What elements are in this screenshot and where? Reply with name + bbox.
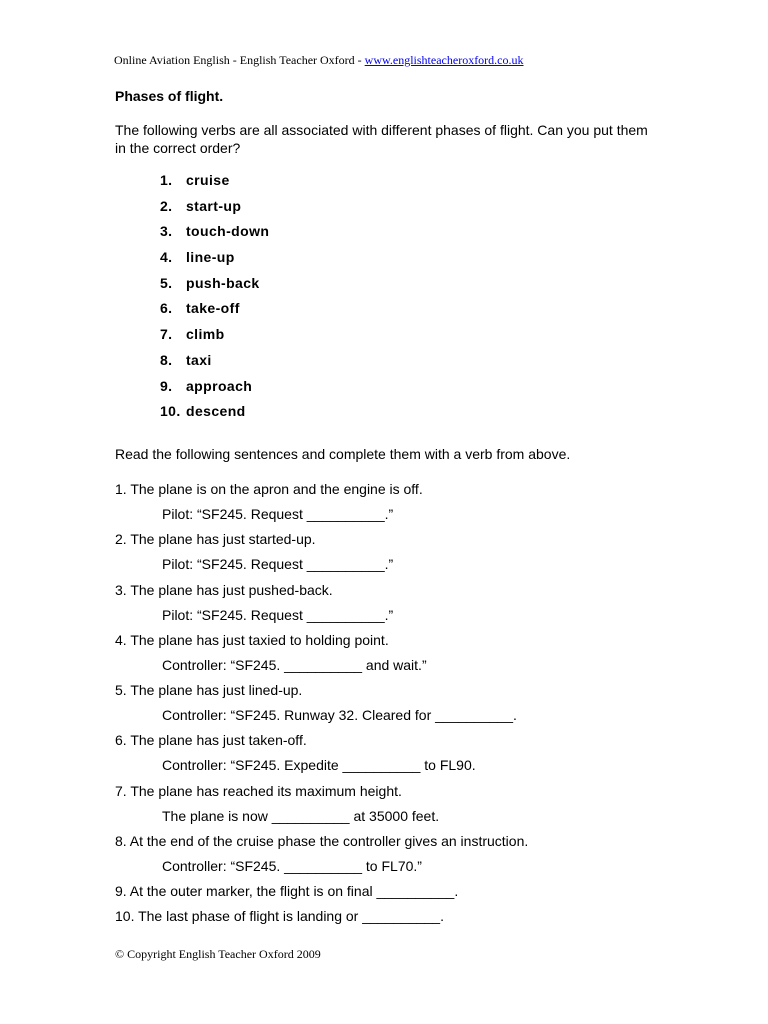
exercise-instruction: Read the following sentences and complete them with a verb from above. <box>115 446 571 462</box>
sentence-item <box>115 632 528 682</box>
list-item <box>160 300 269 326</box>
sentence-prompt: Controller: “SF245. __________ to FL70.” <box>162 858 422 875</box>
sentence-question: 1. The plane is on the apron and the engine is off. <box>115 481 423 497</box>
verb-number: 8. <box>160 351 173 368</box>
verb-number: 6. <box>160 300 173 317</box>
list-item <box>160 352 269 378</box>
sentence-prompt: Controller: “SF245. __________ and wait.” <box>162 656 427 673</box>
verb-word: start-up <box>186 197 242 214</box>
verb-number: 4. <box>160 249 173 266</box>
sentence-prompt: Controller: “SF245. Expedite __________ to FL90. <box>162 757 476 774</box>
list-item <box>160 378 269 404</box>
sentence-question: 8. At the end of the cruise phase the controller gives an instruction. <box>115 833 529 850</box>
verb-number: 3. <box>160 223 173 240</box>
list-item <box>160 223 269 249</box>
sentence-question-9: 9. At the outer marker, the flight is on final __________. <box>115 883 459 899</box>
verb-word: push-back <box>186 274 260 291</box>
sentence-question: 4. The plane has just taxied to holding point. <box>115 631 389 648</box>
sentence-prompt: Pilot: “SF245. Request __________.” <box>162 506 394 522</box>
sentence-question: 3. The plane has just pushed-back. <box>115 581 333 598</box>
sentence-item <box>115 481 528 531</box>
sentence-question: 2. The plane has just started-up. <box>115 531 316 548</box>
list-item <box>160 172 269 198</box>
verb-number: 7. <box>160 326 173 343</box>
verb-word: descend <box>186 403 246 420</box>
sentence-prompt: Pilot: “SF245. Request __________.” <box>162 556 394 573</box>
sentence-list <box>115 481 528 883</box>
sentence-item <box>115 531 528 581</box>
verb-word: taxi <box>186 351 212 368</box>
sentence-prompt: The plane is now __________ at 35000 feet. <box>162 807 440 824</box>
verb-number: 10. <box>160 403 181 420</box>
list-item <box>160 275 269 301</box>
verb-number: 5. <box>160 274 173 291</box>
sentence-item <box>115 732 528 782</box>
list-item <box>160 403 269 429</box>
verb-word: touch-down <box>186 223 270 240</box>
page-title: Phases of flight. <box>115 88 224 104</box>
list-item <box>160 326 269 352</box>
sentence-item <box>115 582 528 632</box>
list-item <box>160 198 269 224</box>
verb-word: take-off <box>186 300 240 317</box>
verb-word: approach <box>186 377 253 394</box>
verb-number: 2. <box>160 197 173 214</box>
sentence-prompt: Controller: “SF245. Runway 32. Cleared for __________. <box>162 707 517 724</box>
verb-word: cruise <box>186 172 230 188</box>
sentence-question-10: 10. The last phase of flight is landing or __________. <box>115 908 444 924</box>
verb-number: 9. <box>160 377 173 394</box>
sentence-item <box>115 682 528 732</box>
header-text: Online Aviation English - English Teacher Oxford - <box>114 53 365 67</box>
sentence-prompt: Pilot: “SF245. Request __________.” <box>162 606 394 623</box>
list-item <box>160 249 269 275</box>
verb-word: line-up <box>186 249 235 266</box>
sentence-question: 7. The plane has reached its maximum height. <box>115 782 402 799</box>
intro-text: The following verbs are all associated with different phases of flight. Can you put them in the correct order? <box>115 122 648 156</box>
verb-word: climb <box>186 326 225 343</box>
page-header <box>114 53 524 68</box>
sentence-question: 6. The plane has just taken-off. <box>115 732 307 749</box>
sentence-question: 5. The plane has just lined-up. <box>115 682 303 699</box>
copyright-footer: © Copyright English Teacher Oxford 2009 <box>115 947 321 961</box>
verb-list <box>160 172 269 429</box>
verb-number: 1. <box>160 172 173 188</box>
sentence-item <box>115 833 528 883</box>
sentence-item <box>115 783 528 833</box>
header-link[interactable]: www.englishteacheroxford.co.uk <box>364 53 524 67</box>
